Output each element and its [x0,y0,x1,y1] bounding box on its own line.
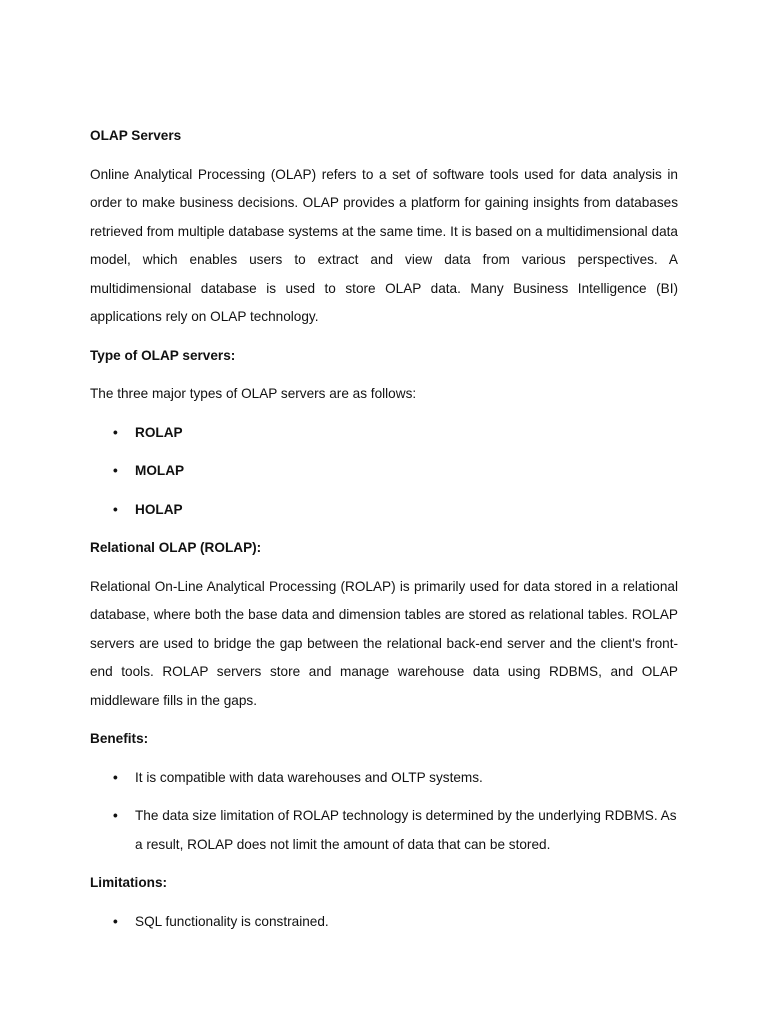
olap-types-list [90,419,678,525]
list-item [90,764,678,793]
types-intro-paragraph: The three major types of OLAP servers are as follows: [90,386,417,401]
bullet-icon: • [113,808,118,823]
list-item [90,457,678,486]
rolap-heading: Relational OLAP (ROLAP): [90,540,262,555]
document-page [90,122,678,946]
bullet-icon: • [113,424,118,440]
limitations-heading: Limitations: [90,875,168,890]
list-item-text: SQL functionality is constrained. [135,913,329,929]
limitations-list [90,908,678,937]
list-item-text: The data size limitation of ROLAP technology is determined by the underlying RDBMS. As a result, ROLAP does not limit the amount of data that can be stored. [135,808,677,852]
document-title: OLAP Servers [90,128,182,143]
list-item [90,419,678,448]
list-item [90,496,678,525]
benefits-list [90,764,678,860]
bullet-icon: • [113,913,118,929]
bullet-icon: • [113,463,118,478]
list-item-text: MOLAP [135,463,185,478]
bullet-icon: • [113,769,118,785]
list-item-text: ROLAP [135,424,183,440]
list-item-text: HOLAP [135,501,183,517]
list-item [90,908,678,937]
benefits-heading: Benefits: [90,731,149,746]
rolap-paragraph: Relational On-Line Analytical Processing (ROLAP) is primarily used for data stored in a relational database, where both the base data and dimension tables are stored as relational tables. ROLAP servers are used to bridge the gap between the relational back-end server and the client's front-end tools. ROLAP servers store and manage warehouse data using RDBMS, and OLAP middleware fills in the gaps. [90,578,678,708]
bullet-icon: • [113,501,118,517]
types-heading: Type of OLAP servers: [90,347,236,363]
intro-paragraph: Online Analytical Processing (OLAP) refers to a set of software tools used for data analysis in order to make business decisions. OLAP provides a platform for gaining insights from databases retrieved from multiple database systems at the same time. It is based on a multidimensional data model, which enables users to extract and view data from various perspectives. A multidimensional database is used to store OLAP data. Many Business Intelligence (BI) applications rely on OLAP technology. [90,166,678,324]
list-item-text: It is compatible with data warehouses and OLTP systems. [135,769,483,785]
list-item [90,802,678,859]
